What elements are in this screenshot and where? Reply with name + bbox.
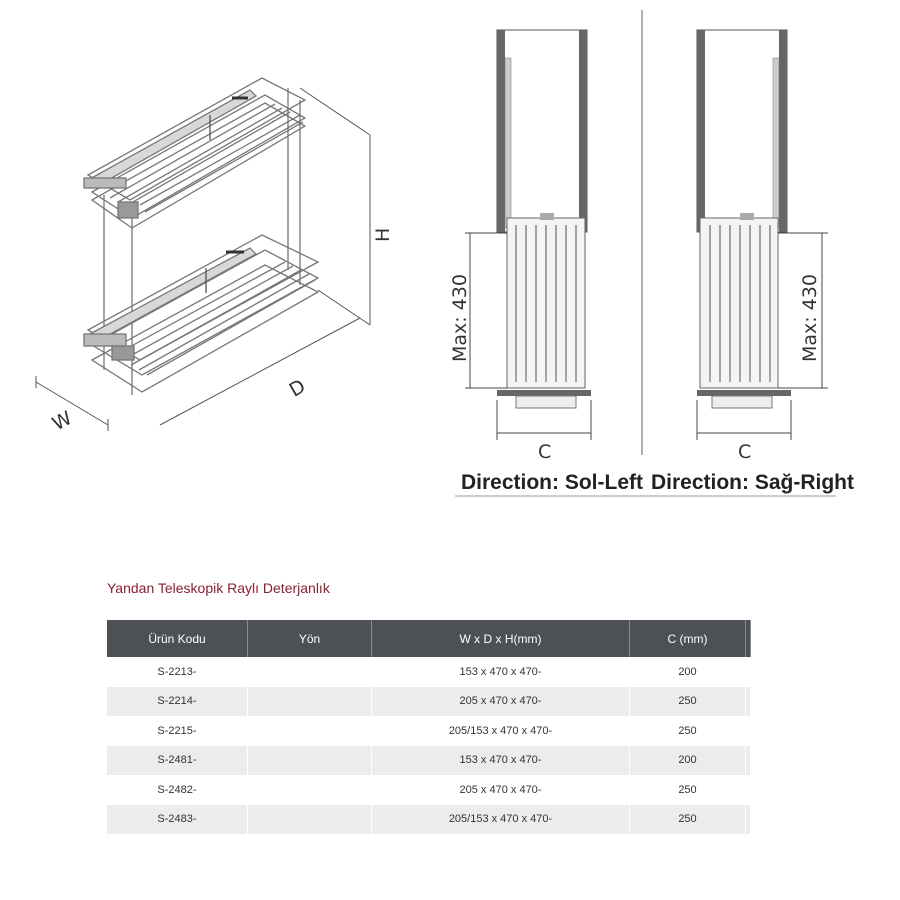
cell-direction <box>248 716 372 746</box>
cell-c: 250 <box>630 775 746 805</box>
cell-c: 250 <box>630 716 746 746</box>
c-left-label: C <box>538 441 552 463</box>
cell-direction <box>248 805 372 835</box>
max-height-right-label: Max: 430 <box>799 274 821 362</box>
cell-direction <box>248 687 372 717</box>
table-row <box>107 746 751 776</box>
cell-size: 205 x 470 x 470- <box>372 687 630 717</box>
cell-spacer <box>746 687 751 717</box>
dimension-w-label: W <box>48 406 76 436</box>
cell-code: S-2481- <box>107 746 248 776</box>
spec-table <box>107 620 751 834</box>
c-right-label: C <box>738 441 752 463</box>
max-height-left-label: Max: 430 <box>449 274 471 362</box>
table-row <box>107 716 751 746</box>
cell-code: S-2214- <box>107 687 248 717</box>
cell-c: 250 <box>630 805 746 835</box>
section-title: Yandan Teleskopik Raylı Deterjanlık <box>107 580 330 596</box>
cell-code: S-2213- <box>107 657 248 687</box>
table-row <box>107 657 751 687</box>
cell-size: 205/153 x 470 x 470- <box>372 805 630 835</box>
cell-code: S-2483- <box>107 805 248 835</box>
cell-direction <box>248 775 372 805</box>
cell-spacer <box>746 805 751 835</box>
cell-c: 200 <box>630 657 746 687</box>
header-spacer <box>746 620 751 657</box>
cell-spacer <box>746 746 751 776</box>
table-header-row <box>107 620 751 657</box>
cell-c: 250 <box>630 687 746 717</box>
isometric-basket-illustration <box>84 78 318 395</box>
table-row <box>107 687 751 717</box>
header-c-mm: C (mm) <box>630 620 746 657</box>
dimension-d-label: D <box>285 375 310 402</box>
right-elevation-drawing <box>697 30 828 440</box>
cell-direction <box>248 746 372 776</box>
direction-left-label: Direction: Sol-Left <box>461 471 643 494</box>
cell-c: 200 <box>630 746 746 776</box>
table-row <box>107 775 751 805</box>
dimension-lines <box>36 88 370 431</box>
left-elevation-drawing <box>465 30 591 440</box>
cell-spacer <box>746 657 751 687</box>
direction-right-label: Direction: Sağ-Right <box>651 471 854 494</box>
cell-size: 205 x 470 x 470- <box>372 775 630 805</box>
cell-code: S-2215- <box>107 716 248 746</box>
header-dimensions: W x D x H(mm) <box>372 620 630 657</box>
cell-code: S-2482- <box>107 775 248 805</box>
header-product-code: Ürün Kodu <box>107 620 248 657</box>
cell-size: 153 x 470 x 470- <box>372 657 630 687</box>
cell-size: 153 x 470 x 470- <box>372 746 630 776</box>
cell-spacer <box>746 716 751 746</box>
cell-direction <box>248 657 372 687</box>
dimension-h-label: H <box>372 227 394 242</box>
cell-spacer <box>746 775 751 805</box>
cell-size: 205/153 x 470 x 470- <box>372 716 630 746</box>
table-row <box>107 805 751 835</box>
header-direction: Yön <box>248 620 372 657</box>
